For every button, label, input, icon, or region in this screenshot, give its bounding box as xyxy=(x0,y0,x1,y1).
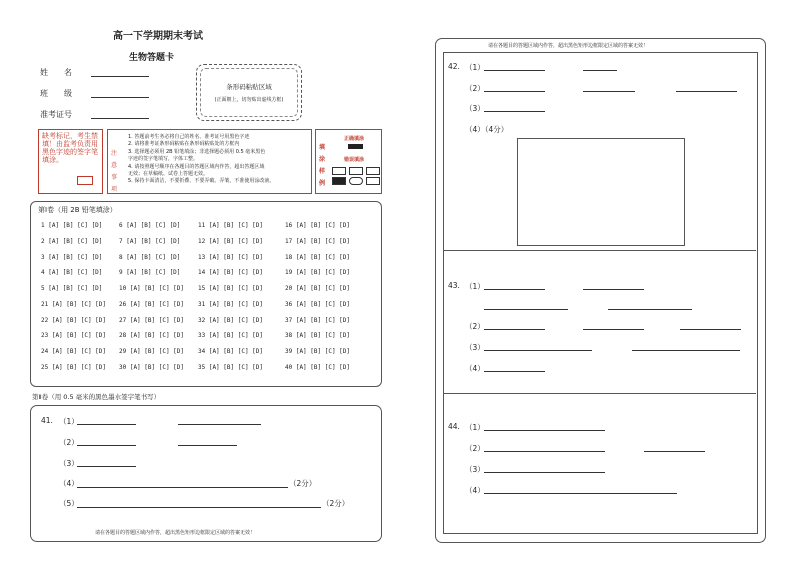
wrong-fill-mark xyxy=(349,167,363,175)
class-field[interactable] xyxy=(91,97,149,98)
mc-row[interactable]: 18 [A] [B] [C] [D] xyxy=(285,254,351,261)
mc-row[interactable]: 11 [A] [B] [C] [D] xyxy=(198,222,264,229)
mc-row[interactable]: 16 [A] [B] [C] [D] xyxy=(285,222,351,229)
q42-answer-line[interactable] xyxy=(484,91,545,92)
left-footer-note: 请在各题目的答题区域内作答，超出黑色矩形边框限定区域的答案无效！ xyxy=(95,530,256,536)
q41-part1-label: （1） xyxy=(59,417,79,426)
mc-row[interactable]: 8 [A] [B] [C] [D] xyxy=(119,254,181,261)
q41-answer-line[interactable] xyxy=(77,507,321,508)
notice-label: 注意事项 xyxy=(111,150,118,193)
q41-answer-line[interactable] xyxy=(77,424,136,425)
mc-row[interactable]: 3 [A] [B] [C] [D] xyxy=(41,254,103,261)
correct-fill-label: 正确填涂 xyxy=(344,136,365,142)
card-subtitle: 生物答题卡 xyxy=(129,53,175,63)
mc-row[interactable]: 4 [A] [B] [C] [D] xyxy=(41,269,103,276)
mc-row[interactable]: 14 [A] [B] [C] [D] xyxy=(198,269,264,276)
q43-answer-line[interactable] xyxy=(484,289,545,290)
q44-part2-label: （2） xyxy=(465,444,485,453)
mc-row[interactable]: 19 [A] [B] [C] [D] xyxy=(285,269,351,276)
q41-answer-line[interactable] xyxy=(77,487,288,488)
q44-answer-line[interactable] xyxy=(484,451,605,452)
q44-answer-line[interactable] xyxy=(484,472,605,473)
q41-answer-line[interactable] xyxy=(77,445,136,446)
mc-row[interactable]: 7 [A] [B] [C] [D] xyxy=(119,238,181,245)
q44-answer-line[interactable] xyxy=(484,430,605,431)
mc-row[interactable]: 27 [A] [B] [C] [D] xyxy=(119,317,185,324)
mc-row[interactable]: 15 [A] [B] [C] [D] xyxy=(198,285,264,292)
notice-line: 无效；在草稿纸、试卷上答题无效。 xyxy=(128,171,209,178)
mc-row[interactable]: 32 [A] [B] [C] [D] xyxy=(198,317,264,324)
notice-line: 3. 选择题必须用 2B 铅笔填涂；非选择题必须用 0.5 毫米黑色 xyxy=(128,148,266,155)
q41-answer-line[interactable] xyxy=(178,424,261,425)
notice-box xyxy=(107,129,312,194)
barcode-label: 条形码粘贴区域 xyxy=(226,83,272,91)
q43-answer-line[interactable] xyxy=(484,350,592,351)
mc-row[interactable]: 37 [A] [B] [C] [D] xyxy=(285,317,351,324)
notice-line: 1. 答题前考生务必将自己的姓名、准考证号用黑色字迹 xyxy=(128,134,250,140)
q43-answer-line[interactable] xyxy=(484,371,545,372)
mc-row[interactable]: 30 [A] [B] [C] [D] xyxy=(119,364,185,371)
q42-answer-line[interactable] xyxy=(484,70,545,71)
notice-list xyxy=(128,134,274,186)
barcode-note: (正面朝上，切勿贴出虚线方框) xyxy=(214,97,284,103)
q43-number: 43. xyxy=(448,281,460,290)
name-label: 姓 名 xyxy=(40,68,72,77)
mc-row[interactable]: 13 [A] [B] [C] [D] xyxy=(198,254,264,261)
section2-box xyxy=(30,405,382,542)
mc-row[interactable]: 5 [A] [B] [C] [D] xyxy=(41,285,103,292)
wrong-fill-mark xyxy=(332,177,346,185)
notice-line: 5. 保持卡面清洁，不要折叠、不要弄破、弄皱，不准使用涂改液。 xyxy=(128,178,275,185)
section1-title: 第Ⅰ卷（用 2B 铅笔填涂） xyxy=(38,206,117,214)
q42-part3-label: （3） xyxy=(465,104,485,113)
q42-answer-line[interactable] xyxy=(583,70,617,71)
notice-line: 4. 请按照题号顺序在各题目的答题区域内作答，超出答题区域 xyxy=(128,163,265,170)
q41-part3-label: （3） xyxy=(59,459,79,468)
q43-part1-label: （1） xyxy=(465,282,485,291)
mc-row[interactable]: 1 [A] [B] [C] [D] xyxy=(41,222,103,229)
q44-part3-label: （3） xyxy=(465,465,485,474)
correct-fill-mark xyxy=(348,144,363,149)
q43-answer-line[interactable] xyxy=(484,329,545,330)
name-field[interactable] xyxy=(91,76,149,77)
wrong-fill-label: 错误填涂 xyxy=(344,157,365,163)
mc-row[interactable]: 33 [A] [B] [C] [D] xyxy=(198,332,264,339)
q43-answer-line[interactable] xyxy=(583,329,644,330)
exam-no-label: 准考证号 xyxy=(40,110,72,119)
section2-title: 第Ⅱ卷（用 0.5 毫米的黑色墨水签字笔书写） xyxy=(32,393,161,401)
q43-answer-line[interactable] xyxy=(608,309,692,310)
mc-row[interactable]: 23 [A] [B] [C] [D] xyxy=(41,332,107,339)
exam-no-field[interactable] xyxy=(91,118,149,119)
fill-example-box xyxy=(315,129,382,194)
absent-text: 缺考标记，考生禁填！由监考负责用黑色字迹的签字笔填涂。 xyxy=(42,132,98,164)
q42-answer-line[interactable] xyxy=(583,91,635,92)
notice-line: 2. 请将准考证条形码粘贴在条形码粘贴处的方框内 xyxy=(128,141,240,148)
q43-answer-line[interactable] xyxy=(583,289,644,290)
q41-part4-label: （4） xyxy=(59,479,79,488)
barcode-area xyxy=(196,64,302,121)
mc-row[interactable]: 28 [A] [B] [C] [D] xyxy=(119,332,185,339)
mc-row[interactable]: 21 [A] [B] [C] [D] xyxy=(41,301,107,308)
q41-answer-line[interactable] xyxy=(178,445,237,446)
q43-answer-line[interactable] xyxy=(484,309,568,310)
wrong-fill-mark xyxy=(332,167,346,175)
mc-row[interactable]: 26 [A] [B] [C] [D] xyxy=(119,301,185,308)
mc-row[interactable]: 29 [A] [B] [C] [D] xyxy=(119,348,185,355)
q41-part5-label: （5） xyxy=(59,499,79,508)
q42-part2-label: （2） xyxy=(465,84,485,93)
q42-part4-label: （4）（4分） xyxy=(465,125,509,134)
q43-part4-label: （4） xyxy=(465,364,485,373)
notice-line: 字迹的签字笔填写，字体工整。 xyxy=(128,156,199,163)
q44-answer-line[interactable] xyxy=(484,493,677,494)
mc-row[interactable]: 34 [A] [B] [C] [D] xyxy=(198,348,264,355)
mc-row[interactable]: 2 [A] [B] [C] [D] xyxy=(41,238,103,245)
wrong-fill-mark xyxy=(366,177,380,185)
q42-number: 42. xyxy=(448,62,460,71)
mc-row[interactable]: 35 [A] [B] [C] [D] xyxy=(198,364,264,371)
q42-answer-line[interactable] xyxy=(484,111,545,112)
q43-answer-line[interactable] xyxy=(680,329,741,330)
q41-part4-score: （2分） xyxy=(289,479,317,488)
wrong-fill-mark xyxy=(349,177,363,185)
mc-row[interactable]: 31 [A] [B] [C] [D] xyxy=(198,301,264,308)
mc-row[interactable]: 24 [A] [B] [C] [D] xyxy=(41,348,107,355)
q44-number: 44. xyxy=(448,422,460,431)
mc-row[interactable]: 20 [A] [B] [C] [D] xyxy=(285,285,351,292)
q44-answer-line[interactable] xyxy=(644,451,705,452)
mc-row[interactable]: 22 [A] [B] [C] [D] xyxy=(41,317,107,324)
mc-row[interactable]: 40 [A] [B] [C] [D] xyxy=(285,364,351,371)
mc-row[interactable]: 10 [A] [B] [C] [D] xyxy=(119,285,185,292)
q44-part1-label: （1） xyxy=(465,423,485,432)
q42-answer-line[interactable] xyxy=(676,91,737,92)
mc-row[interactable]: 12 [A] [B] [C] [D] xyxy=(198,238,264,245)
mc-row[interactable]: 25 [A] [B] [C] [D] xyxy=(41,364,107,371)
q44-part4-label: （4） xyxy=(465,486,485,495)
class-label: 班 级 xyxy=(40,89,72,98)
q42-q43-divider xyxy=(444,250,756,251)
exam-title: 高一下学期期末考试 xyxy=(113,31,203,42)
q43-q44-divider xyxy=(444,393,756,394)
mc-row[interactable]: 39 [A] [B] [C] [D] xyxy=(285,348,351,355)
q43-part3-label: （3） xyxy=(465,343,485,352)
mc-row[interactable]: 17 [A] [B] [C] [D] xyxy=(285,238,351,245)
wrong-fill-mark xyxy=(366,167,380,175)
fill-example-label: 填涂样例 xyxy=(319,144,326,187)
q41-part5-score: （2分） xyxy=(322,499,350,508)
mc-row[interactable]: 38 [A] [B] [C] [D] xyxy=(285,332,351,339)
mc-row[interactable]: 6 [A] [B] [C] [D] xyxy=(119,222,181,229)
right-header-note: 请在各题目的答题区域内作答，超出黑色矩形边框限定区域的答案无效！ xyxy=(488,43,649,49)
mc-row[interactable]: 9 [A] [B] [C] [D] xyxy=(119,269,181,276)
q43-answer-line[interactable] xyxy=(632,350,740,351)
q41-part2-label: （2） xyxy=(59,438,79,447)
mc-row[interactable]: 36 [A] [B] [C] [D] xyxy=(285,301,351,308)
q42-drawing-box[interactable] xyxy=(517,138,685,246)
absent-box xyxy=(38,129,103,194)
q41-answer-line[interactable] xyxy=(77,466,136,467)
q41-number: 41. xyxy=(41,416,53,425)
q43-part2-label: （2） xyxy=(465,322,485,331)
absent-mark-box[interactable] xyxy=(77,176,93,185)
q42-part1-label: （1） xyxy=(465,63,485,72)
